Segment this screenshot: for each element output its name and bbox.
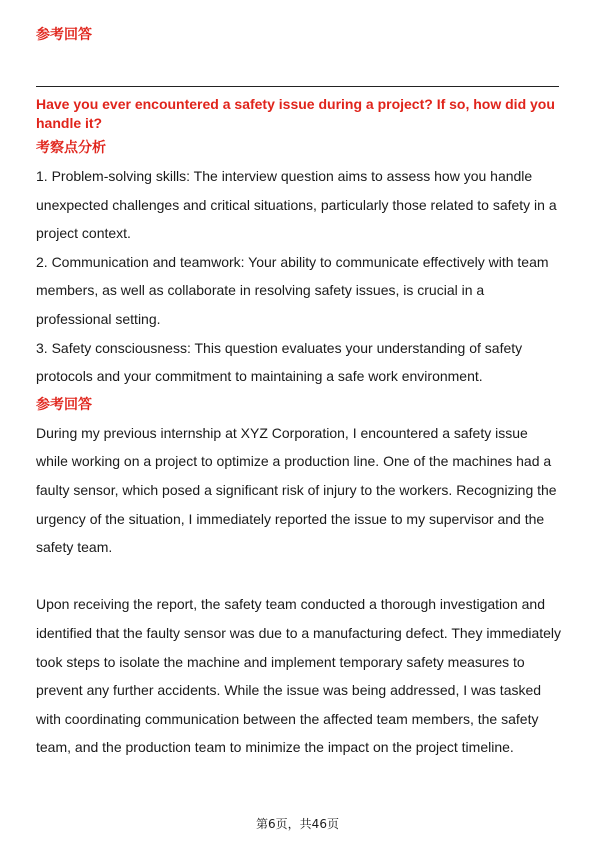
- section-divider: [36, 86, 559, 87]
- question-title: Have you ever encountered a safety issue during a project? If so, how did you handle it?: [36, 96, 555, 131]
- analysis-label: 考察点分析: [36, 140, 106, 156]
- answer-paragraph-1: During my previous internship at XYZ Corporation, I encountered a safety issue while working on a project to optimize a production line. One of the machines had a faulty sensor, which posed a significant risk of injury to the workers. Recognizing the urgency of the situation, I immediately reported the issue to my supervisor and the safety team.: [36, 424, 557, 556]
- analysis-point-3: 3. Safety consciousness: This question evaluates your understanding of safety protocols and your commitment to maintaining a safe work environment.: [36, 339, 523, 385]
- analysis-point-2: 2. Communication and teamwork: Your ability to communicate effectively with team members, as well as collaborate in resolving safety issues, is crucial in a professional setting.: [36, 253, 549, 327]
- answer-label: 参考回答: [36, 396, 92, 413]
- question-block: [36, 95, 562, 762]
- page-top-heading: 参考回答: [36, 27, 92, 43]
- analysis-point-1: 1. Problem-solving skills: The interview question aims to assess how you handle unexpected challenges and critical situations, particularly those related to safety in a project context.: [36, 168, 557, 242]
- paragraph-spacer: [36, 562, 562, 591]
- answer-paragraph-2: Upon receiving the report, the safety team conducted a thorough investigation and identified that the faulty sensor was due to a manufacturing defect. They immediately took steps to isolate the machine and implement temporary safety measures to prevent any further accidents. While the issue was being addressed, I was tasked with coordinating communication between the affected team members, the safety team, and the production team to minimize the impact on the project timeline.: [36, 596, 562, 756]
- page-indicator: 第6页，共46页: [256, 817, 339, 831]
